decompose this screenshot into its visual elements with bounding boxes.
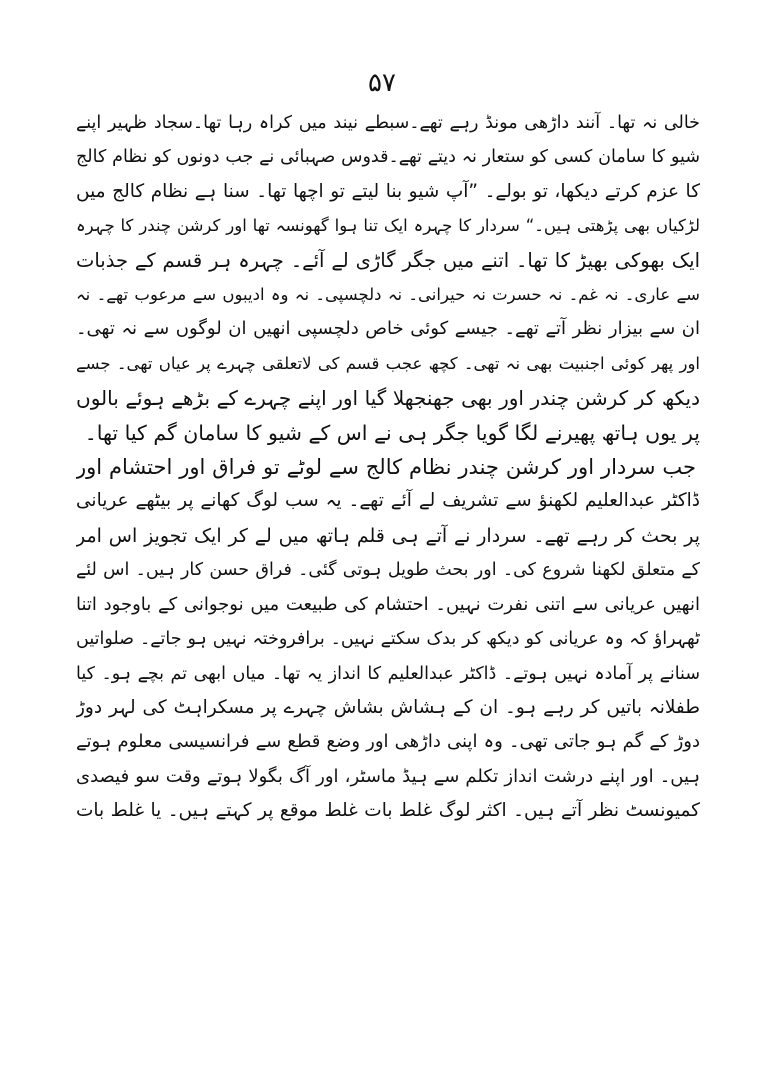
text-line: ڈاکٹر عبدالعلیم لکھنؤ سے تشریف لے آئے تھے۔ یہ سب لوگ کھانے پر بیٹھے عریانی [76, 490, 700, 512]
text-line: سنانے پر آمادہ نہیں ہوتے۔ ڈاکٹر عبدالعلیم کا انداز یہ تھا۔ میاں ابھی تم بچے ہو۔ کیا [76, 663, 700, 684]
text-line: دیکھ کر کرشن چندر اور بھی جھنجھلا گیا اور اپنے چہرے کے بڑھے ہوئے بالوں [76, 386, 700, 411]
text-line: شیو کا سامان کسی کو ستعار نہ دیتے تھے۔قدوس صہبائی نے جب دونوں کو نظام کالج [76, 147, 700, 168]
text-line: ایک بھوکی بھیڑ کا تھا۔ اتنے میں جگر گاڑی لے آئے۔ چہرہ ہر قسم کے جذبات [76, 248, 700, 272]
text-line: پر بحث کر رہے تھے۔ سردار نے آتے ہی قلم ہاتھ میں لے کر ایک تجویز اس امر [76, 524, 700, 547]
text-line: انھیں عریانی سے اتنی نفرت نہیں۔ احتشام کی طبیعت میں نوجوانی کے باوجود اتنا [76, 593, 700, 615]
text-line: ہیں۔ اور اپنے درشت انداز تکلم سے ہیڈ ماسٹر، اور آگ بگولا ہوتے وقت سو فیصدی [76, 765, 700, 787]
page-body-text [76, 106, 700, 829]
text-line: ان سے بیزار نظر آتے تھے۔ جیسے کوئی خاص دلچسپی انھیں ان لوگوں سے نہ تھی۔ [76, 318, 700, 340]
text-line: خالی نہ تھا۔ آنند داڑھی مونڈ رہے تھے۔سبطے نیند میں کراہ رہا تھا۔سجاد ظہیر اپنے [76, 113, 700, 133]
page-number: ۵۷ [368, 68, 396, 98]
text-line: اور پھر کوئی اجنبیت بھی نہ تھی۔ کچھ عجب قسم کی لاتعلقی چہرے پر عیاں تھی۔ جسے [76, 353, 700, 373]
text-line: ٹھہراؤ کہ وہ عریانی کو دیکھ کر بدک سکتے نہیں۔ برافروختہ نہیں ہو جاتے۔ صلواتیں [76, 629, 700, 650]
text-line: طفلانہ باتیں کر رہے ہو۔ ان کے ہشاش بشاش چہرے پر مسکراہٹ کی لہر دوڑ [76, 696, 700, 718]
text-line: کے متعلق لکھنا شروع کی۔ اور بحث طویل ہوتی گئی۔ فراق حسن کار ہیں۔ اس لئے [76, 560, 700, 581]
text-line: پر یوں ہاتھ پھیرنے لگا گویا جگر ہی نے اس کے شیو کا سامان گم کیا تھا۔ [84, 420, 700, 445]
text-line: سے عاری۔ نہ غم۔ نہ حسرت نہ حیرانی۔ نہ دلچسپی۔ نہ وہ ادیبوں سے مرعوب تھے۔ نہ [76, 285, 700, 305]
text-line: لڑکیاں بھی پڑھتی ہیں۔“ سردار کا چہرہ ایک تنا ہوا گھونسہ تھا اور کرشن چندر کا چہرہ [76, 216, 700, 236]
text-line: دوڑ کے گم ہو جاتی تھی۔ وہ اپنی داڑھی اور وضع قطع سے فرانسیسی معلوم ہوتے [76, 731, 700, 753]
text-line: کمیونسٹ نظر آتے ہیں۔ اکثر لوگ غلط بات غلط موقع پر کہتے ہیں۔ یا غلط بات [76, 800, 700, 822]
text-line: کا عزم کرتے دیکھا، تو بولے۔ ”آپ شیو بنا لیتے تو اچھا تھا۔ سنا ہے نظام کالج میں [76, 180, 700, 202]
text-line: جب سردار اور کرشن چندر نظام کالج سے لوٹے تو فراق اور احتشام اور [76, 455, 696, 480]
